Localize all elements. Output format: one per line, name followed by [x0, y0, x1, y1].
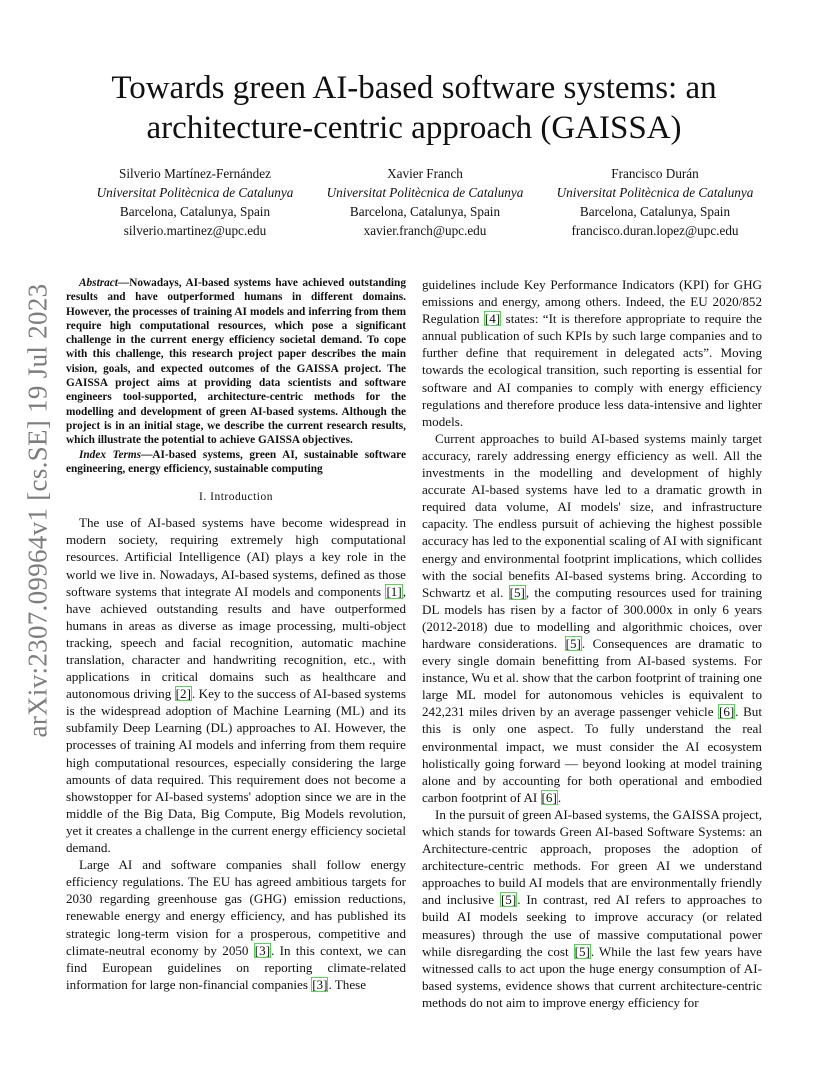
- arxiv-identifier-text: arXiv:2307.09964v1 [cs.SE] 19 Jul 2023: [22, 283, 53, 737]
- arxiv-identifier: [18, 260, 58, 760]
- author-3: [540, 164, 770, 240]
- author-email: silverio.martinez@upc.edu: [123, 223, 267, 238]
- index-terms: [66, 448, 406, 477]
- paragraph: In the pursuit of green AI-based systems, the GAISSA project, which stands for towards Green AI-based Software Systems: an Architecture-centric approach, proposes the adoption of architecture-centric methods. For green AI we understand approaches to build AI models that are environmentally friendly and inclusive [5]. In contrast, red AI refers to approaches to build AI models seeking to improve accuracy (or related measures) through the use of massive computational power while disregarding the cost [5]. While the last few years have witnessed calls to act upon the huge energy consumption of AI-based systems, evidence shows that current architecture-centric methods do not aim to improve energy efficiency for: [422, 806, 762, 1010]
- citation-link[interactable]: [5]: [565, 635, 581, 651]
- citation-link[interactable]: [4]: [484, 311, 501, 327]
- author-block: [80, 164, 770, 240]
- citation-link[interactable]: [5]: [500, 892, 517, 908]
- citation-link[interactable]: [1]: [386, 583, 402, 599]
- author-name: Silverio Martínez-Fernández: [119, 166, 271, 181]
- section-heading: I. Introduction: [199, 491, 273, 504]
- citation-link[interactable]: [6]: [541, 789, 557, 805]
- author-affiliation: Universitat Politècnica de Catalunya: [326, 185, 524, 200]
- author-email: xavier.franch@upc.edu: [363, 223, 487, 238]
- index-terms-label: Index Terms: [79, 448, 142, 461]
- paper-title: [60, 68, 768, 148]
- author-1: [80, 164, 310, 240]
- citation-link[interactable]: [2]: [175, 686, 191, 702]
- author-email: francisco.duran.lopez@upc.edu: [571, 223, 739, 238]
- left-column: [66, 276, 406, 993]
- abstract: [66, 276, 406, 448]
- title-line-2: architecture-centric approach (GAISSA): [146, 110, 682, 146]
- paragraph: Current approaches to build AI-based systems mainly target accuracy, rarely addressing energy efficiency as well. All the investments in the modelling and development of highly accurate AI-based systems have led to a dramatic growth in required data volume, AI models' size, and infrastructure capacity. The endless pursuit of achieving the highest possible accuracy has led to the exponential scaling of AI with significant energy and environmental footprint implications, which collides with the social benefits AI-based systems bring. According to Schwartz et al. [5], the computing resources used for training DL models has risen by a factor of 300.000x in only 6 years (2012-2018) due to modelling and algorithmic choices, over hardware considerations. [5]. Consequences are dramatic to every single domain benefitting from AI-based systems. For instance, Wu et al. show that the carbon footprint of training one large ML model for autonomous vehicles is equivalent to 242,231 miles driven by an average passenger vehicle [6]. But this is only one aspect. To fully understand the real environmental impact, we must consider the AI ecosystem holistically going forward — beyond looking at model training alone and by accounting for both operational and embodied carbon footprint of AI [6].: [422, 430, 762, 805]
- abstract-label: Abstract: [79, 277, 118, 289]
- paragraph: guidelines include Key Performance Indicators (KPI) for GHG emissions and energy, among others. Indeed, the EU 2020/852 Regulation [4] states: “It is therefore appropriate to require the annual publication of such KPIs by such large companies and to further define that requirement in delegated acts”. Moving towards the ecological transition, such reporting is essential for software and AI companies to comply with energy efficiency regulations and therefore produce less data-intensive and lighter models.: [422, 277, 762, 429]
- author-affiliation: Universitat Politècnica de Catalunya: [96, 185, 294, 200]
- citation-link[interactable]: [5]: [509, 584, 525, 600]
- author-affiliation: Universitat Politècnica de Catalunya: [556, 185, 754, 200]
- author-location: Barcelona, Catalunya, Spain: [349, 204, 501, 219]
- right-column: [422, 276, 762, 1011]
- index-terms-text: —AI-based systems, green AI, sustainable software engineering, energy efficiency, sustainable computing: [66, 448, 406, 475]
- citation-link[interactable]: [5]: [574, 943, 590, 959]
- citation-link[interactable]: [6]: [719, 704, 735, 720]
- author-location: Barcelona, Catalunya, Spain: [119, 204, 271, 219]
- citation-link[interactable]: [3]: [254, 942, 271, 958]
- title-line-1: Towards green AI-based software systems: an: [111, 70, 717, 106]
- citation-link[interactable]: [3]: [312, 976, 328, 992]
- paragraph: The use of AI-based systems have become widespread in modern society, requiring extremely high computational resources. Artificial Intelligence (AI) plays a key role in the world we live in. Nowadays, AI-based systems, defined as those software systems that integrate AI models and components [1], have achieved outstanding results and have outperformed humans in areas as diverse as image processing, multi-object tracking, speech and facial recognition, automatic machine translation, character and handwriting recognition, etc., with applications in critical domains such as healthcare and autonomous driving [2]. Key to the success of AI-based systems is the widespread adoption of Machine Learning (ML) and its subfamily Deep Learning (DL) approaches to AI. However, the processes of training AI models and inferring from them require high computational resources, especially considering the large amounts of data required. This requirement does not become a showstopper for AI-based systems' adoption since we are in the middle of the Big Data, Big Compute, Big Models revolution, yet it creates a challenge in the current energy efficiency societal demand.: [66, 515, 406, 856]
- author-name: Xavier Franch: [387, 166, 463, 181]
- author-2: [310, 164, 540, 240]
- abstract-text: —Nowadays, AI-based systems have achieved outstanding results and have outperformed humans in different domains. However, the processes of training AI models and inferring from them require high computational resources, which pose a significant challenge in the current energy efficiency societal demand. To cope with this challenge, this research project paper describes the main vision, goals, and expected outcomes of the GAISSA project. The GAISSA project aims at providing data scientists and software engineers tool-supported, architecture-centric methods for the modelling and development of green AI-based systems. Although the project is in an initial stage, we describe the current research results, which illustrate the potential to achieve GAISSA objectives.: [66, 277, 406, 447]
- paragraph: Large AI and software companies shall follow energy efficiency regulations. The EU has agreed ambitious targets for 2030 regarding greenhouse gas (GHG) emission reductions, renewable energy and energy efficiency, and has published its strategic long-term vision for a prosperous, competitive and climate-neutral economy by 2050 [3]. In this context, we can find European guidelines on reporting climate-related information for large non-financial companies [3]. These: [66, 857, 407, 992]
- author-location: Barcelona, Catalunya, Spain: [579, 204, 731, 219]
- author-name: Francisco Durán: [611, 166, 699, 181]
